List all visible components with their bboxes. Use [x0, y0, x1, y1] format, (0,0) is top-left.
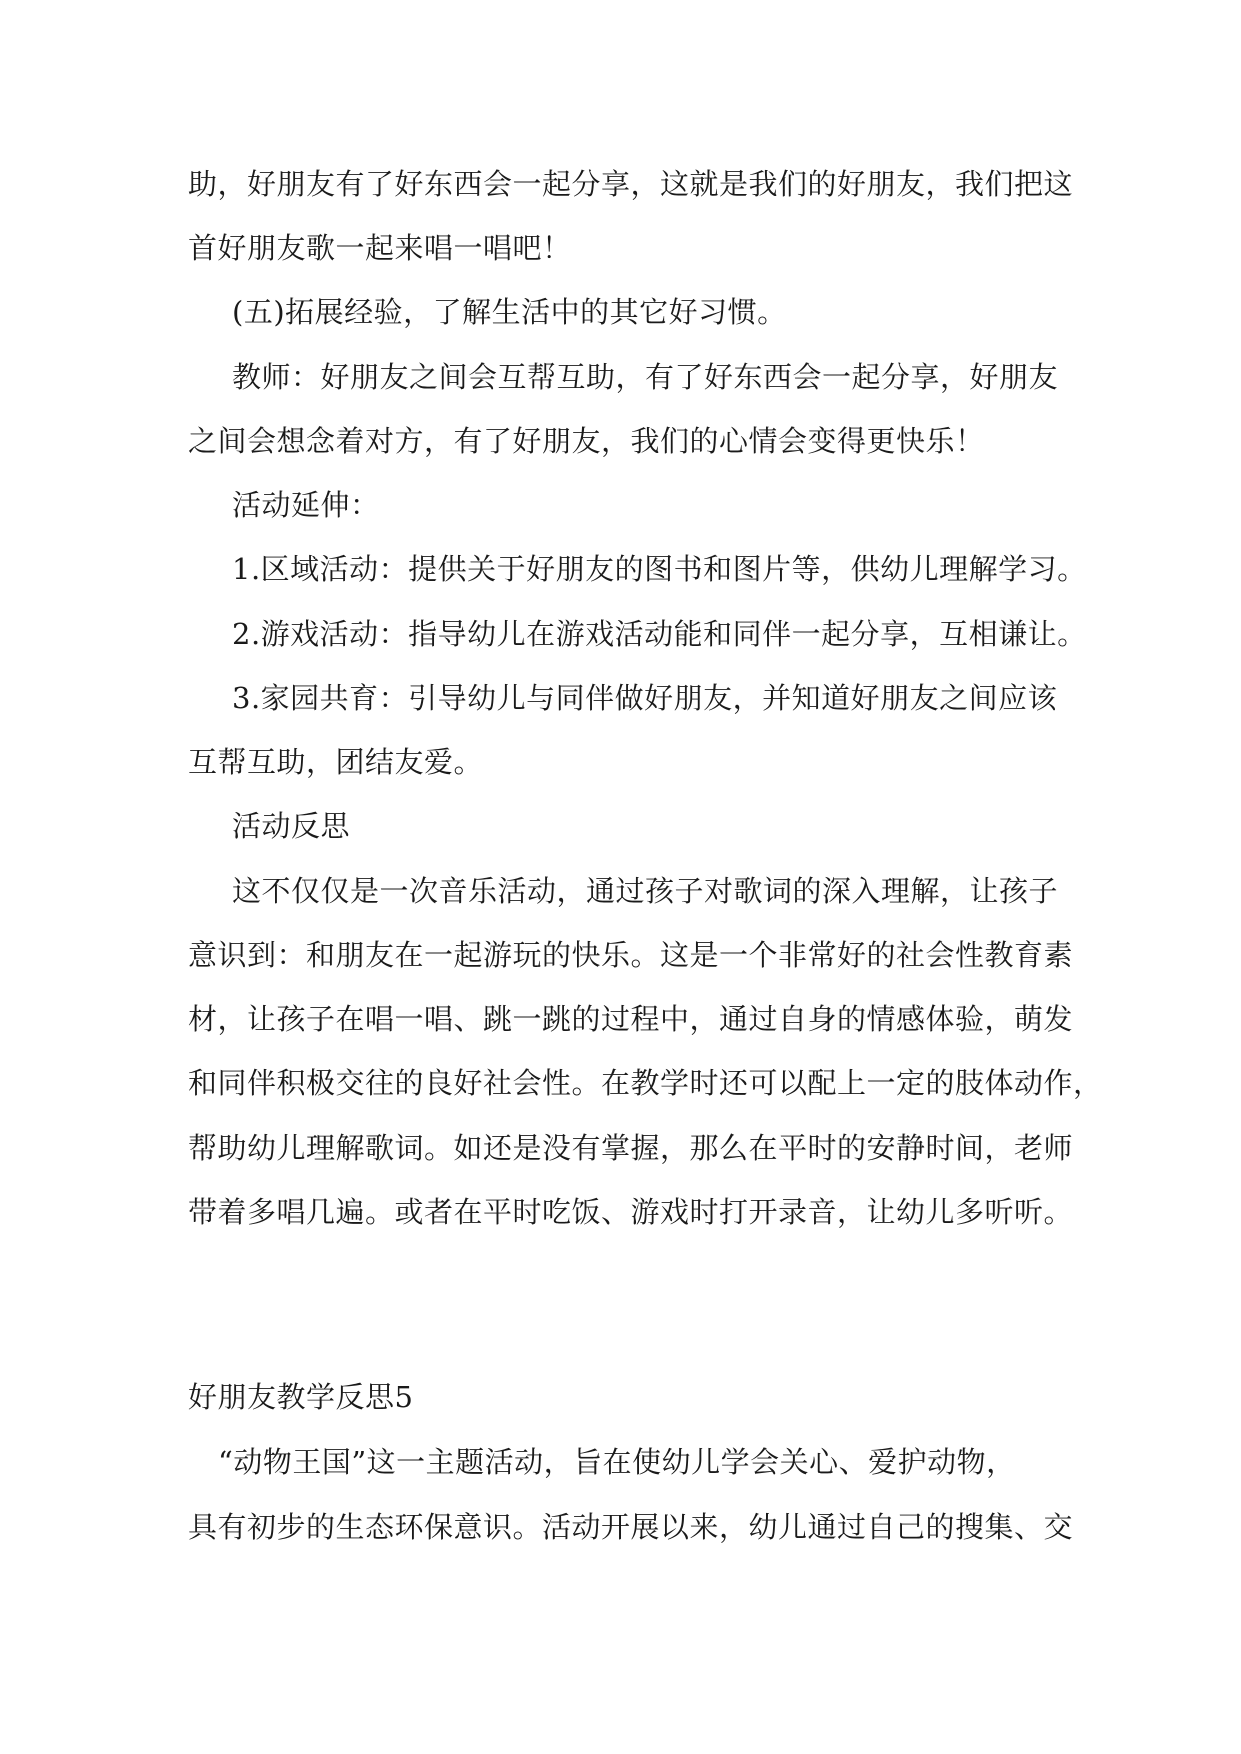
list-item-continuation: 互帮互助，团结友爱。: [188, 745, 484, 779]
list-item: 1.区域活动：提供关于好朋友的图书和图片等，供幼儿理解学习。: [232, 552, 1087, 586]
paragraph-line: 具有初步的生态环保意识。活动开展以来，幼儿通过自己的搜集、交: [188, 1510, 1074, 1544]
paragraph-line: 意识到：和朋友在一起游玩的快乐。这是一个非常好的社会性教育素: [188, 938, 1074, 972]
list-item: 3.家园共育：引导幼儿与同伴做好朋友，并知道好朋友之间应该: [232, 681, 1058, 715]
paragraph-line: 材，让孩子在唱一唱、跳一跳的过程中，通过自身的情感体验，萌发: [188, 1002, 1074, 1036]
paragraph-line: 助，好朋友有了好东西会一起分享，这就是我们的好朋友，我们把这: [188, 167, 1074, 201]
paragraph-line: 这不仅仅是一次音乐活动，通过孩子对歌词的深入理解，让孩子: [232, 874, 1059, 908]
paragraph-line: 带着多唱几遍。或者在平时吃饭、游戏时打开录音，让幼儿多听听。: [188, 1195, 1074, 1229]
paragraph-line: “动物王国”这一主题活动，旨在使幼儿学会关心、爱护动物，: [218, 1445, 1016, 1479]
paragraph-line: 和同伴积极交往的良好社会性。在教学时还可以配上一定的肢体动作，: [188, 1066, 1103, 1100]
paragraph-line: 教师：好朋友之间会互帮互助，有了好东西会一起分享，好朋友: [232, 360, 1059, 394]
paragraph-line: 之间会想念着对方，有了好朋友，我们的心情会变得更快乐！: [188, 424, 985, 458]
section-title: 好朋友教学反思5: [188, 1380, 414, 1414]
subheading: 活动反思: [232, 809, 351, 843]
paragraph-line: 首好朋友歌一起来唱一唱吧！: [188, 231, 572, 265]
paragraph-line: 帮助幼儿理解歌词。如还是没有掌握，那么在平时的安静时间，老师: [188, 1131, 1074, 1165]
list-item: 2.游戏活动：指导幼儿在游戏活动能和同伴一起分享，互相谦让。: [232, 617, 1087, 651]
subheading: 活动延伸：: [232, 488, 380, 522]
section-heading: (五)拓展经验，了解生活中的其它好习惯。: [232, 295, 787, 329]
